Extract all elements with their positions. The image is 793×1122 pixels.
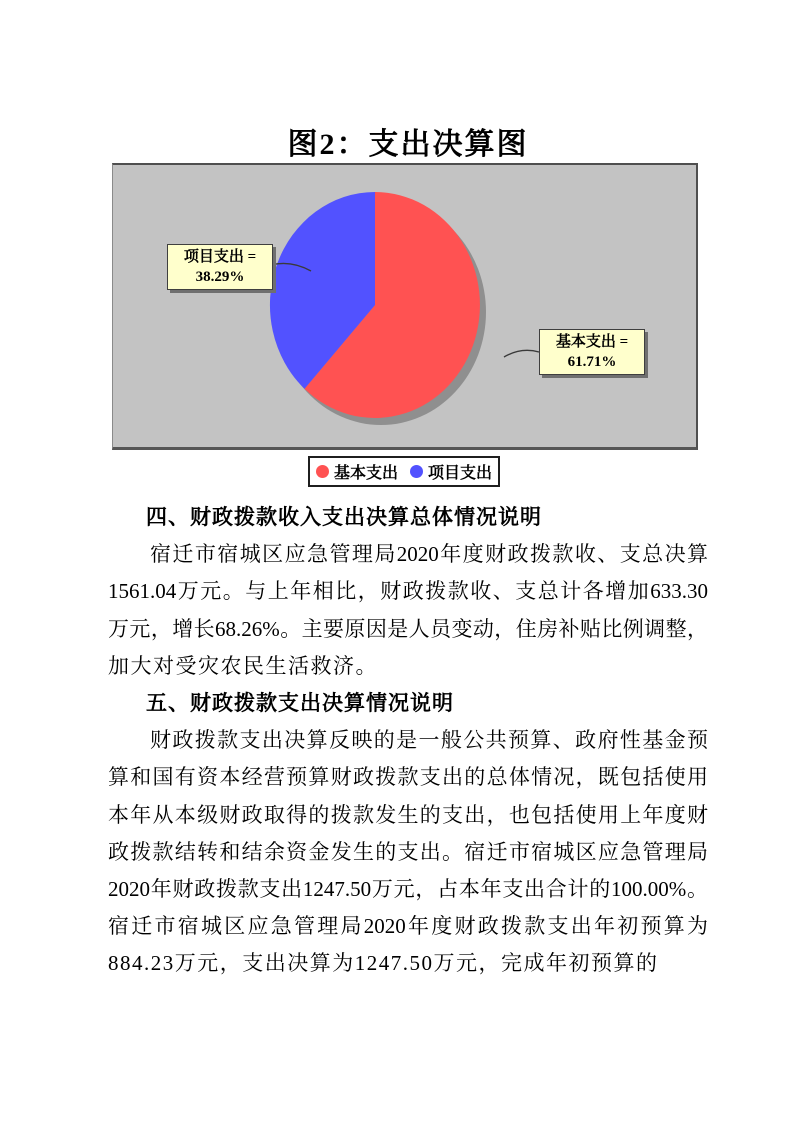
text-sections xyxy=(108,499,708,982)
paragraph-line: 财政拨款支出决算反映的是一般公共预算、政府性基金预 xyxy=(150,728,708,753)
data-label-text: 基本支出 = xyxy=(555,334,629,350)
legend-dot-blue-icon xyxy=(410,465,423,478)
data-label-project-expenditure xyxy=(167,244,273,290)
section-heading: 五、财政拨款支出决算情况说明 xyxy=(146,691,454,715)
legend-dot-red-icon xyxy=(316,465,329,478)
data-label-basic-expenditure xyxy=(539,329,645,375)
paragraph-line: 算和国有资本经营预算财政拨款支出的总体情况，既包括使用 xyxy=(108,765,708,790)
legend-label: 基本支出 xyxy=(333,465,398,482)
paragraph-line: 1561.04万元。与上年相比，财政拨款收、支总计各增加633.30 xyxy=(108,579,708,604)
paragraph-line: 宿迁市宿城区应急管理局2020年度财政拨款支出年初预算为 xyxy=(108,914,708,939)
paragraph-line: 宿迁市宿城区应急管理局2020年度财政拨款收、支总决算 xyxy=(150,542,708,567)
legend-item-basic xyxy=(316,460,398,483)
paragraph-line: 加大对受灾农民生活救济。 xyxy=(108,653,378,678)
paragraph-line: 2020年财政拨款支出1247.50万元，占本年支出合计的100.00%。 xyxy=(108,876,708,901)
paragraph-line: 万元，增长68.26%。主要原因是人员变动，住房补贴比例调整， xyxy=(108,616,708,641)
paragraph-line: 本年从本级财政取得的拨款发生的支出，也包括使用上年度财 xyxy=(108,802,708,827)
legend-item-project xyxy=(410,460,492,483)
data-label-value: 38.29% xyxy=(195,269,245,285)
legend-label: 项目支出 xyxy=(428,465,493,482)
chart-legend xyxy=(308,456,500,487)
data-label-text: 项目支出 = xyxy=(183,249,257,265)
pie-chart xyxy=(113,165,696,447)
callout-line-right xyxy=(504,350,539,357)
paragraph-line: 884.23万元，支出决算为1247.50万元，完成年初预算的 xyxy=(108,951,659,976)
paragraph-line: 政拨款结转和结余资金发生的支出。宿迁市宿城区应急管理局 xyxy=(108,839,708,864)
figure-title: 图2：支出决算图 xyxy=(287,128,529,161)
data-label-value: 61.71% xyxy=(567,354,617,370)
pie-chart-panel xyxy=(112,163,698,450)
section-heading: 四、财政拨款收入支出决算总体情况说明 xyxy=(146,506,542,529)
